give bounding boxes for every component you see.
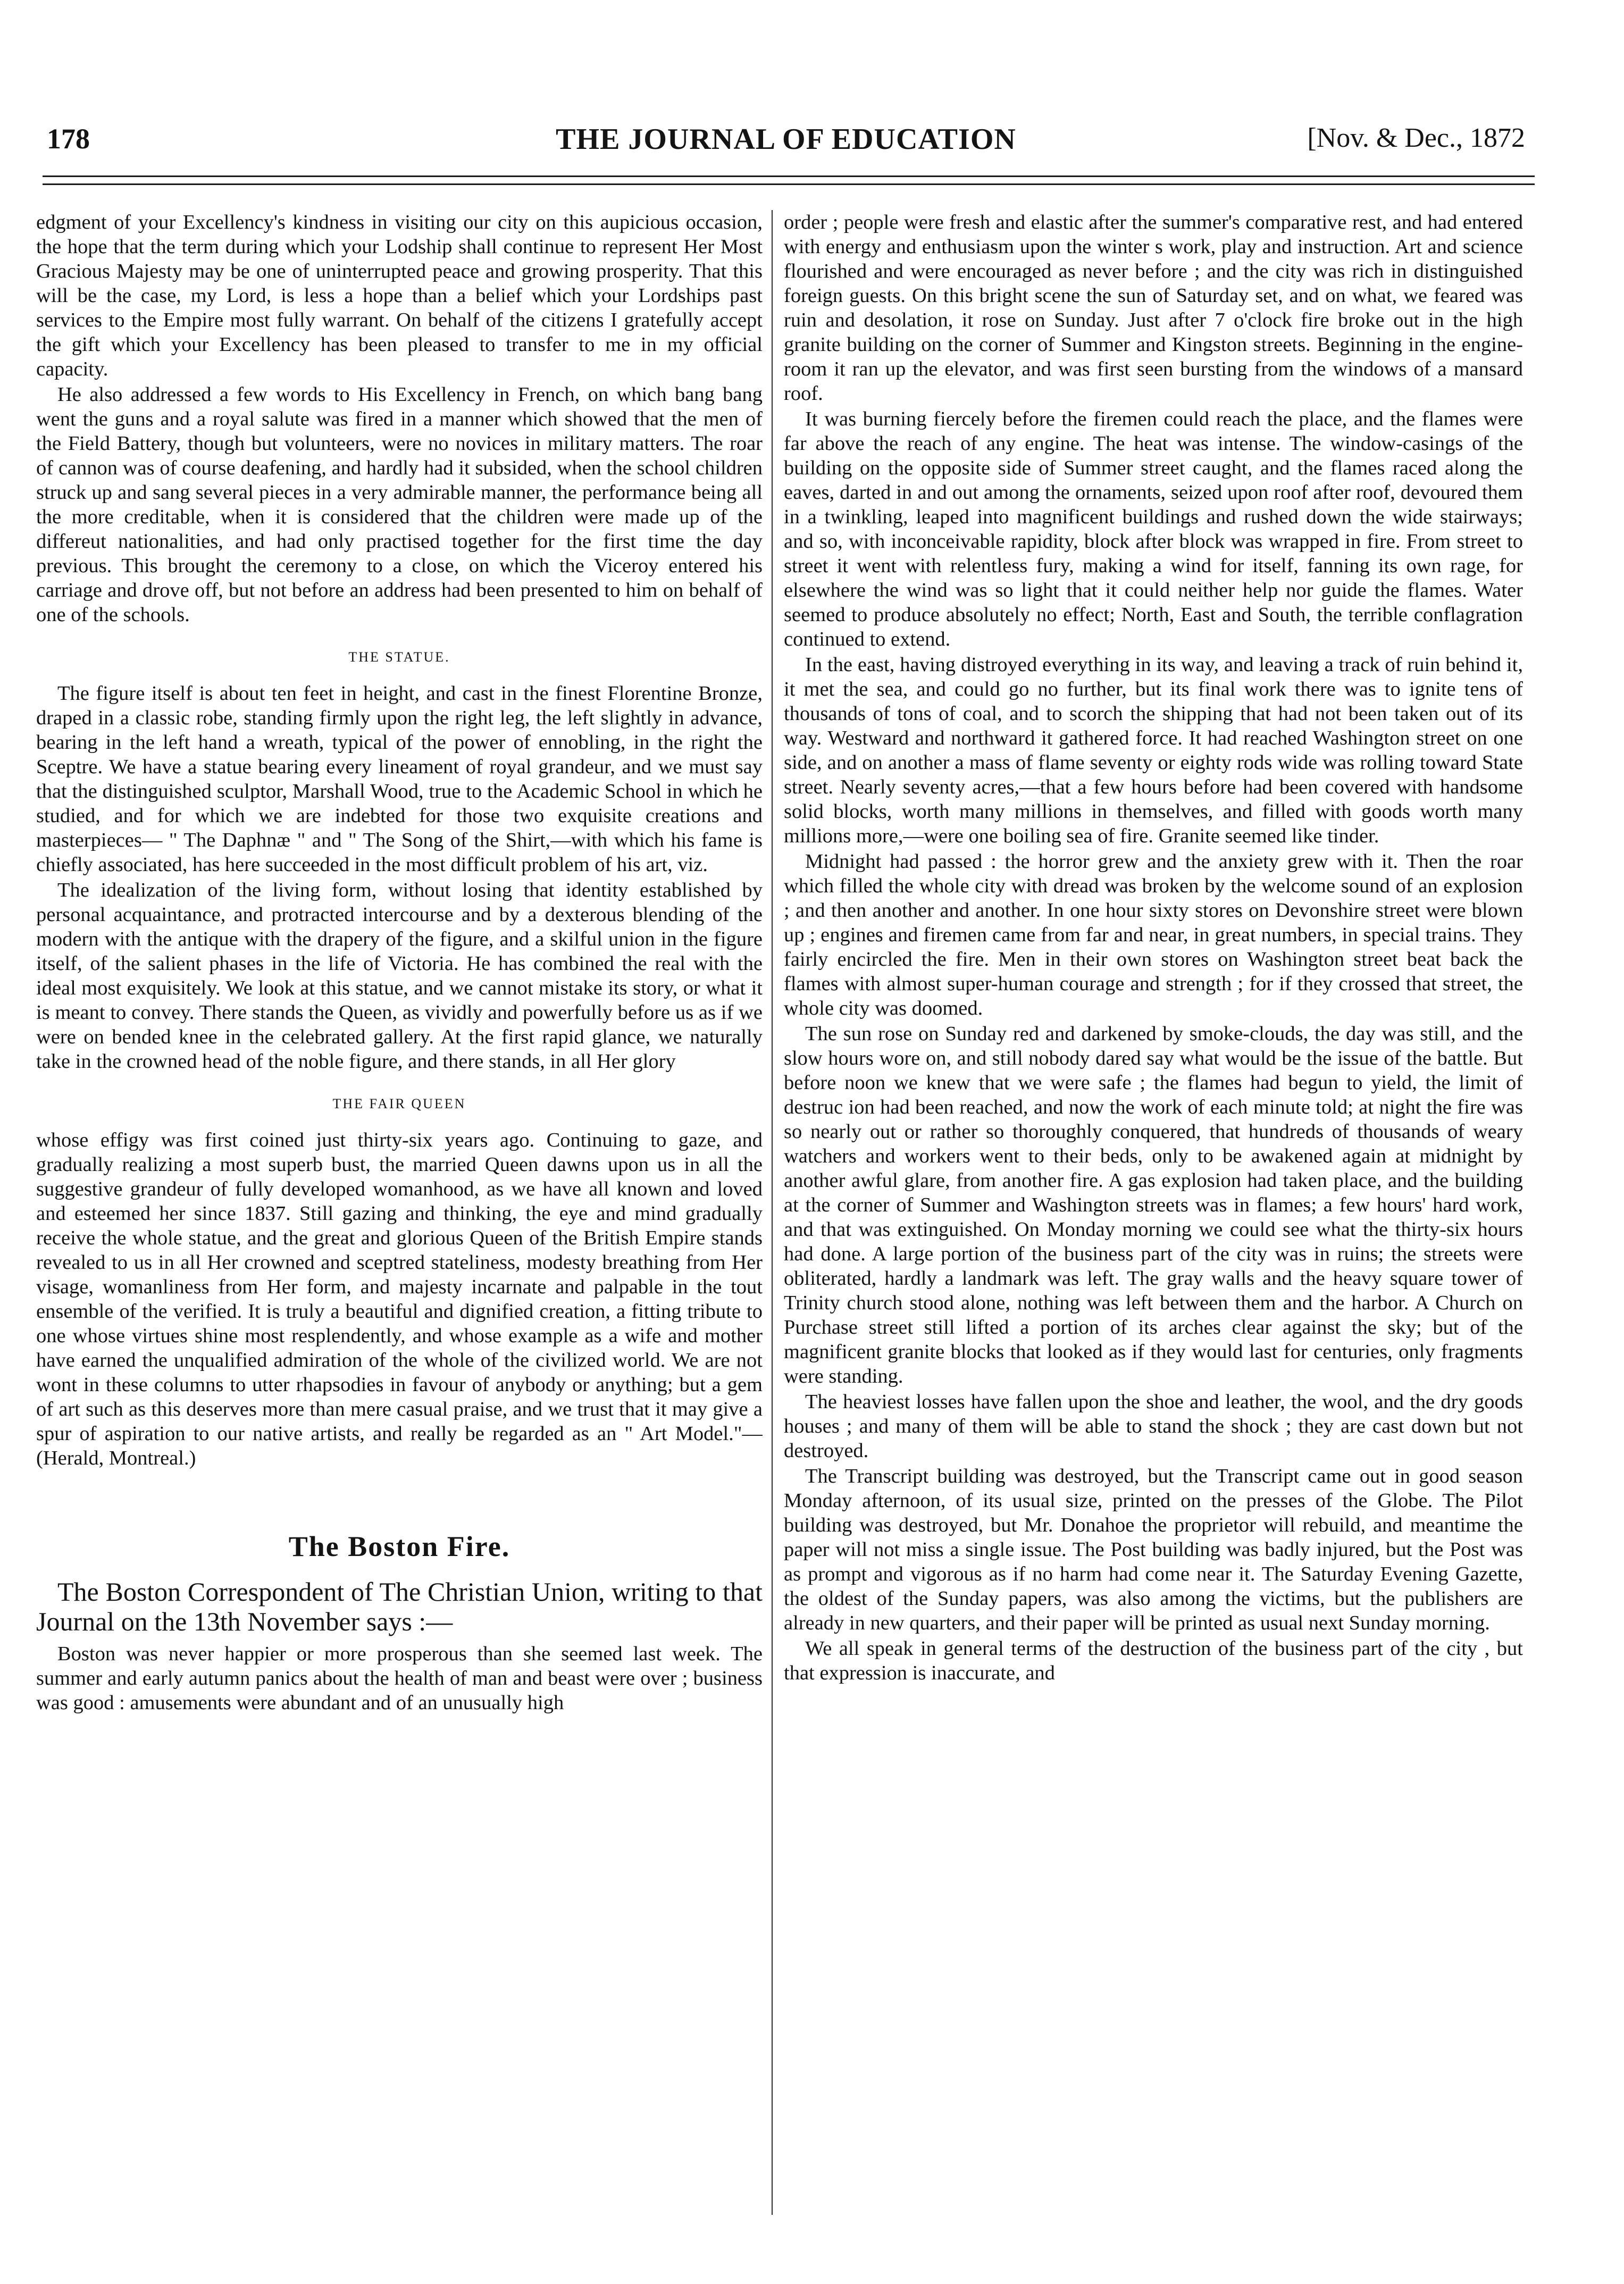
body-paragraph: The figure itself is about ten feet in height, and cast in the finest Florentine Bronze, draped in a classic robe, standing firmly upon the right leg, the left slightly in advance, bearing in the left hand a wreath, typical of the power of ennobling, in the right the Sceptre. We have a statue bearing every lineament of royal grandeur, and we must say that the distinguished sculptor, Marshall Wood, true to the Academic School in which he studied, and for which we are indebted for those two exquisite creations and masterpieces— " The Daphnæ " and " The Song of the Shirt,—with which his fame is chiefly associated, has here succeeded in the most difficult problem of his art, viz. [36, 682, 763, 876]
body-paragraph: order ; people were fresh and elastic after the summer's comparative rest, and had entered with energy and enthusiasm upon the winter s work, play and instruction. Art and science flourished and were encouraged as never before ; and the city was rich in distinguished foreign guests. On this bright scene the sun of Saturday set, and on what, we feared was ruin and desolation, it rose on Sunday. Just after 7 o'clock fire broke out in the high granite building on the corner of Summer and Kingston streets. Beginning in the engine-room it ran up the elevator, and was first seen bursting from the windows of a mansard roof. [784, 211, 1523, 405]
page-number: 178 [47, 123, 90, 155]
issue-date: [Nov. & Dec., 1872 [1307, 123, 1525, 153]
body-paragraph: We all speak in general terms of the destruction of the business part of the city , but that expression is inaccurate, and [784, 1637, 1523, 1684]
article-title-boston-fire: The Boston Fire. [288, 1530, 510, 1562]
section-heading-fair-queen: THE FAIR QUEEN [332, 1096, 466, 1111]
left-column [36, 210, 763, 2231]
body-paragraph: whose effigy was first coined just thirty-six years ago. Continuing to gaze, and gradually realizing a most superb bust, the married Queen dawns upon us in all the suggestive grandeur of fully developed womanhood, as we have all known and loved and esteemed her since 1837. Still gazing and thinking, the eye and mind gradually receive the whole statue, and the great and glorious Queen of the British Empire stands revealed to us in all Her crowned and sceptred stateliness, modesty breathing from Her visage, womanliness from Her form, and majesty incarnate and palpable in the tout ensemble of the verified. It is truly a beautiful and dignified creation, a fitting tribute to one whose virtues shine most resplendently, and whose example as a wife and mother have earned the unqualified admiration of the whole of the civilized world. We are not wont in these columns to utter rhapsodies in favour of anybody or anything; but a gem of art such as this deserves more than mere casual praise, and we trust that it may give a spur of aspiration to our native artists, and really be regarded as an " Art Model."—(Herald, Montreal.) [36, 1129, 763, 1469]
section-heading-statue: THE STATUE. [348, 649, 450, 665]
header-rule-bottom [43, 183, 1535, 185]
body-paragraph: The heaviest losses have fallen upon the shoe and leather, the wool, and the dry goods houses ; and many of them will be able to stand the shock ; they are cast down but not destroyed. [784, 1391, 1523, 1462]
body-paragraph: Boston was never happier or more prosperous than she seemed last week. The summer and early autumn panics about the health of man and beast were over ; business was good : amusements were abundant and of an unusually high [36, 1643, 763, 1714]
body-paragraph: edgment of your Excellency's kindness in visiting our city on this aupicious occasion, the hope that the term during which your Lodship shall continue to represent Her Most Gracious Majesty may be one of uninterrupted peace and growing prosperity. That this will be the case, my Lord, is less a hope than a belief which your Lordships past services to the Empire most fully warrant. On behalf of the citizens I gratefully accept the gift which your Excellency has been pleased to transfer to me in my official capacity. [36, 211, 763, 380]
body-paragraph: It was burning fiercely before the firemen could reach the place, and the flames were far above the reach of any engine. The heat was intense. The window-casings of the building on the opposite side of Summer street caught, and the flames raced along the eaves, darted in and out among the ornaments, seized upon roof after roof, devoured them in a twinkling, leaped into magnificent buildings and rushed down the wide stairways; and so, with inconceivable rapidity, block after block was wrapped in fire. From street to street it went with relentless fury, making a wind for itself, fanning its own rage, for elsewhere the wind was so light that it could neither help nor guide the flames. Water seemed to produce absolutely no effect; North, East and South, the terrible conflagration continued to extend. [784, 408, 1523, 650]
column-divider [772, 210, 773, 2215]
body-paragraph: The Transcript building was destroyed, but the Transcript came out in good season Monday afternoon, of its usual size, printed on the presses of the Globe. The Pilot building was destroyed, but Mr. Donahoe the proprietor will rebuild, and meantime the paper will not miss a single issue. The Post building was badly injured, but the Post was as prompt and vigorous as if no harm had come near it. The Saturday Evening Gazette, the oldest of the Sunday papers, was also among the victims, but the publishers are already in new quarters, and their paper will be printed as usual next Sunday morning. [784, 1465, 1523, 1634]
body-paragraph: He also addressed a few words to His Excellency in French, on which bang bang went the guns and a royal salute was fired in a manner which showed that the men of the Field Battery, though but volunteers, were no novices in military matters. The roar of cannon was of course deafening, and hardly had it subsided, when the school children struck up and sang several pieces in a very admirable manner, the performance being all the more creditable, when it is considered that the children were made up of the differeut nationalities, and had only practised together for the first time the day previous. This brought the ceremony to a close, on which the Viceroy entered his carriage and drove off, but not before an address had been presented to him on behalf of one of the schools. [36, 383, 763, 626]
right-column [784, 210, 1523, 2231]
body-paragraph: In the east, having distroyed everything in its way, and leaving a track of ruin behind it, it met the sea, and could go no further, but its final work there was to ignite tens of thousands of tons of coal, and to scorch the shipping that had not been taken out of its way. Westward and northward it gathered force. It had reached Washington street on one side, and on another a mass of flame seventy or eighty rods wide was rolling toward State street. Nearly seventy acres,—that a few hours before had been covered with handsome solid blocks, worth many millions in themselves, and filled with goods worth many millions more,—were one boiling sea of fire. Granite seemed like tinder. [784, 654, 1523, 847]
article-intro: The Boston Correspondent of The Christian Union, writing to that Journal on the 13th November says :— [36, 1577, 763, 1636]
running-head [47, 122, 1525, 165]
body-paragraph: The sun rose on Sunday red and darkened by smoke-clouds, the day was still, and the slow hours wore on, and still nobody dared say what would be the issue of the battle. But before noon we knew that we were safe ; the flames had begun to yield, the limit of destruc ion had been reached, and now the work of each minute told; at night the fire was so nearly out or rather so thoroughly conquered, that hundreds of thousands of weary watchers and workers went to their beds, only to be awakened again at midnight by another awful glare, from another fire. A gas explosion had taken place, and the building at the corner of Summer and Washington streets was in flames; a few hours' hard work, and that was extinguished. On Monday morning we could see what the thirty-six hours had done. A large portion of the business part of the city was in ruins; the streets were obliterated, hardly a landmark was left. The gray walls and the heavy square tower of Trinity church stood alone, nothing was left between them and the harbor. A Church on Purchase street still lifted a portion of its arches clear against the sky; but of the magnificent granite blocks that looked as if they would last for centuries, only fragments were standing. [784, 1023, 1523, 1387]
body-paragraph: The idealization of the living form, without losing that identity established by personal acquaintance, and protracted intercourse and by a dexterous blending of the modern with the antique with the drapery of the figure, and a skilful union in the figure itself, of the salient phases in the life of Victoria. He has combined the real with the ideal most exquisitely. We look at this statue, and we cannot mistake its story, or what it is meant to convey. There stands the Queen, as vividly and powerfully before us as if we were on bended knee in the celebrated gallery. At the first rapid glance, we naturally take in the crowned head of the noble figure, and there stands, in all Her glory [36, 879, 763, 1073]
journal-title: THE JOURNAL OF EDUCATION [556, 123, 1016, 156]
header-rule-top [43, 175, 1535, 177]
body-paragraph: Midnight had passed : the horror grew and the anxiety grew with it. Then the roar which filled the whole city with dread was broken by the welcome sound of an explosion ; and then another and another. In one hour sixty stores on Devonshire street were blown up ; engines and firemen came from far and near, in great numbers, in special trains. They fairly encircled the fire. Men in their own stores on Washington street beat back the flames with almost super-human courage and strength ; for if they crossed that street, the whole city was doomed. [784, 850, 1523, 1019]
